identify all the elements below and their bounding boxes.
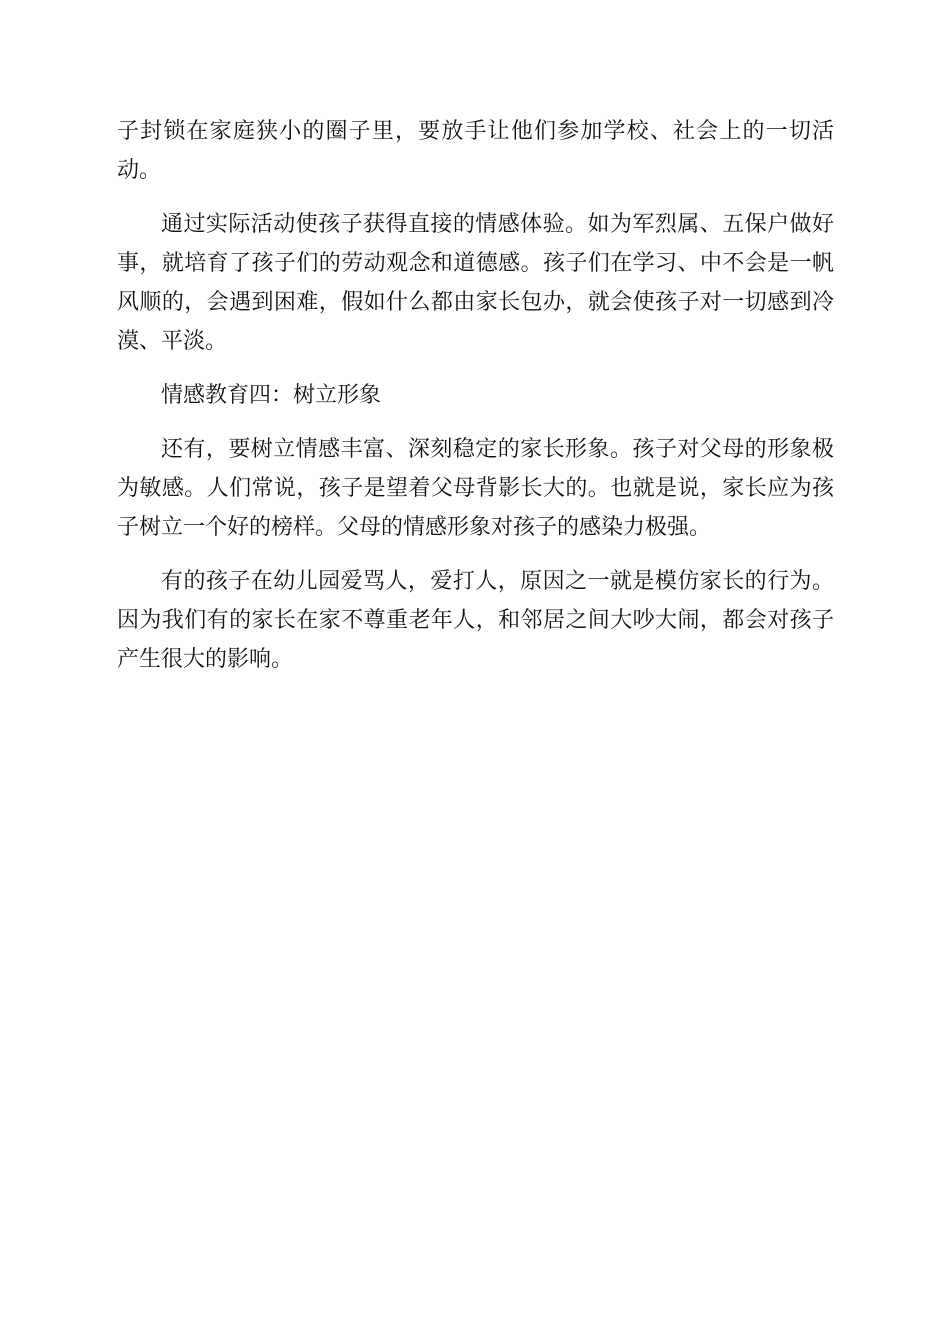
paragraph-activity-experience: 通过实际活动使孩子获得直接的情感体验。如为军烈属、五保户做好事，就培育了孩子们的劳动观念和道德感。孩子们在学习、中不会是一帆风顺的，会遇到困难，假如什么都由家长包办，就会使孩子对一切感到冷漠、平淡。 (117, 212, 834, 354)
paragraph-parent-image: 还有，要树立情感丰富、深刻稳定的家长形象。孩子对父母的形象极为敏感。人们常说，孩子是望着父母背影长大的。也就是说，家长应为孩子树立一个好的榜样。父母的情感形象对孩子的感染力极强。 (117, 437, 834, 540)
paragraph-imitation: 有的孩子在幼儿园爱骂人，爱打人，原因之一就是模仿家长的行为。因为我们有的家长在家不尊重老年人，和邻居之间大吵大闹，都会对孩子产生很大的影响。 (117, 569, 834, 672)
section-heading: 情感教育四：树立形象 (161, 383, 382, 408)
paragraph-continuation: 子封锁在家庭狭小的圈子里，要放手让他们参加学校、社会上的一切活动。 (117, 119, 834, 183)
document-body (117, 112, 834, 694)
